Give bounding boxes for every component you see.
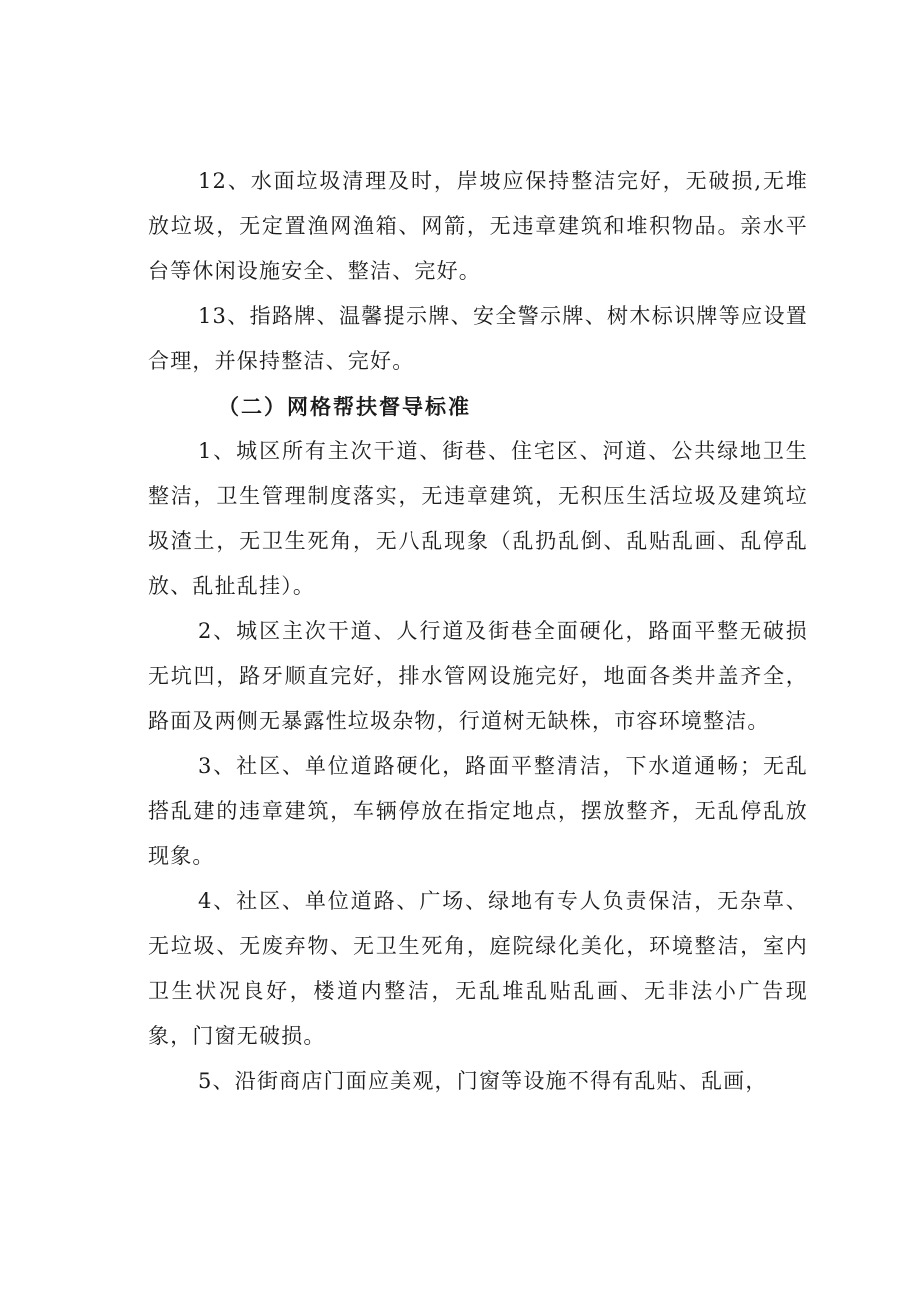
paragraph-item-5: 5、沿街商店门面应美观，门窗等设施不得有乱贴、乱画，: [198, 1069, 768, 1093]
paragraph-item-12: 12、水面垃圾清理及时，岸坡应保持整洁完好，无破损,无堆放垃圾，无定置渔网渔箱、网箭，无违章建筑和堆积物品。亲水平台等休闲设施安全、整洁、完好。: [148, 169, 808, 283]
section-heading: （二）网格帮扶督导标准: [218, 394, 471, 419]
paragraph-item-4: 4、社区、单位道路、广场、绿地有专人负责保洁，无杂草、无垃圾、无废弃物、无卫生死角，庭院绿化美化，环境整洁，室内卫生状况良好，楼道内整洁，无乱堆乱贴乱画、无非法小广告现象，门窗无破损。: [148, 889, 808, 1048]
paragraph-item-13: 13、指路牌、温馨提示牌、安全警示牌、树木标识牌等应设置合理，并保持整洁、完好。: [148, 304, 808, 373]
paragraph-item-3: 3、社区、单位道路硬化，路面平整清洁，下水道通畅；无乱搭乱建的违章建筑，车辆停放在指定地点，摆放整齐，无乱停乱放现象。: [148, 754, 808, 868]
paragraph-item-2: 2、城区主次干道、人行道及街巷全面硬化，路面平整无破损无坑凹，路牙顺直完好，排水管网设施完好，地面各类井盖齐全，路面及两侧无暴露性垃圾杂物，行道树无缺株，市容环境整洁。: [148, 619, 808, 733]
paragraph-item-1: 1、城区所有主次干道、街巷、住宅区、河道、公共绿地卫生整洁，卫生管理制度落实，无违章建筑，无积压生活垃圾及建筑垃圾渣土，无卫生死角，无八乱现象（乱扔乱倒、乱贴乱画、乱停乱放、乱扯乱挂）。: [148, 439, 808, 598]
document-body: [148, 159, 808, 1104]
